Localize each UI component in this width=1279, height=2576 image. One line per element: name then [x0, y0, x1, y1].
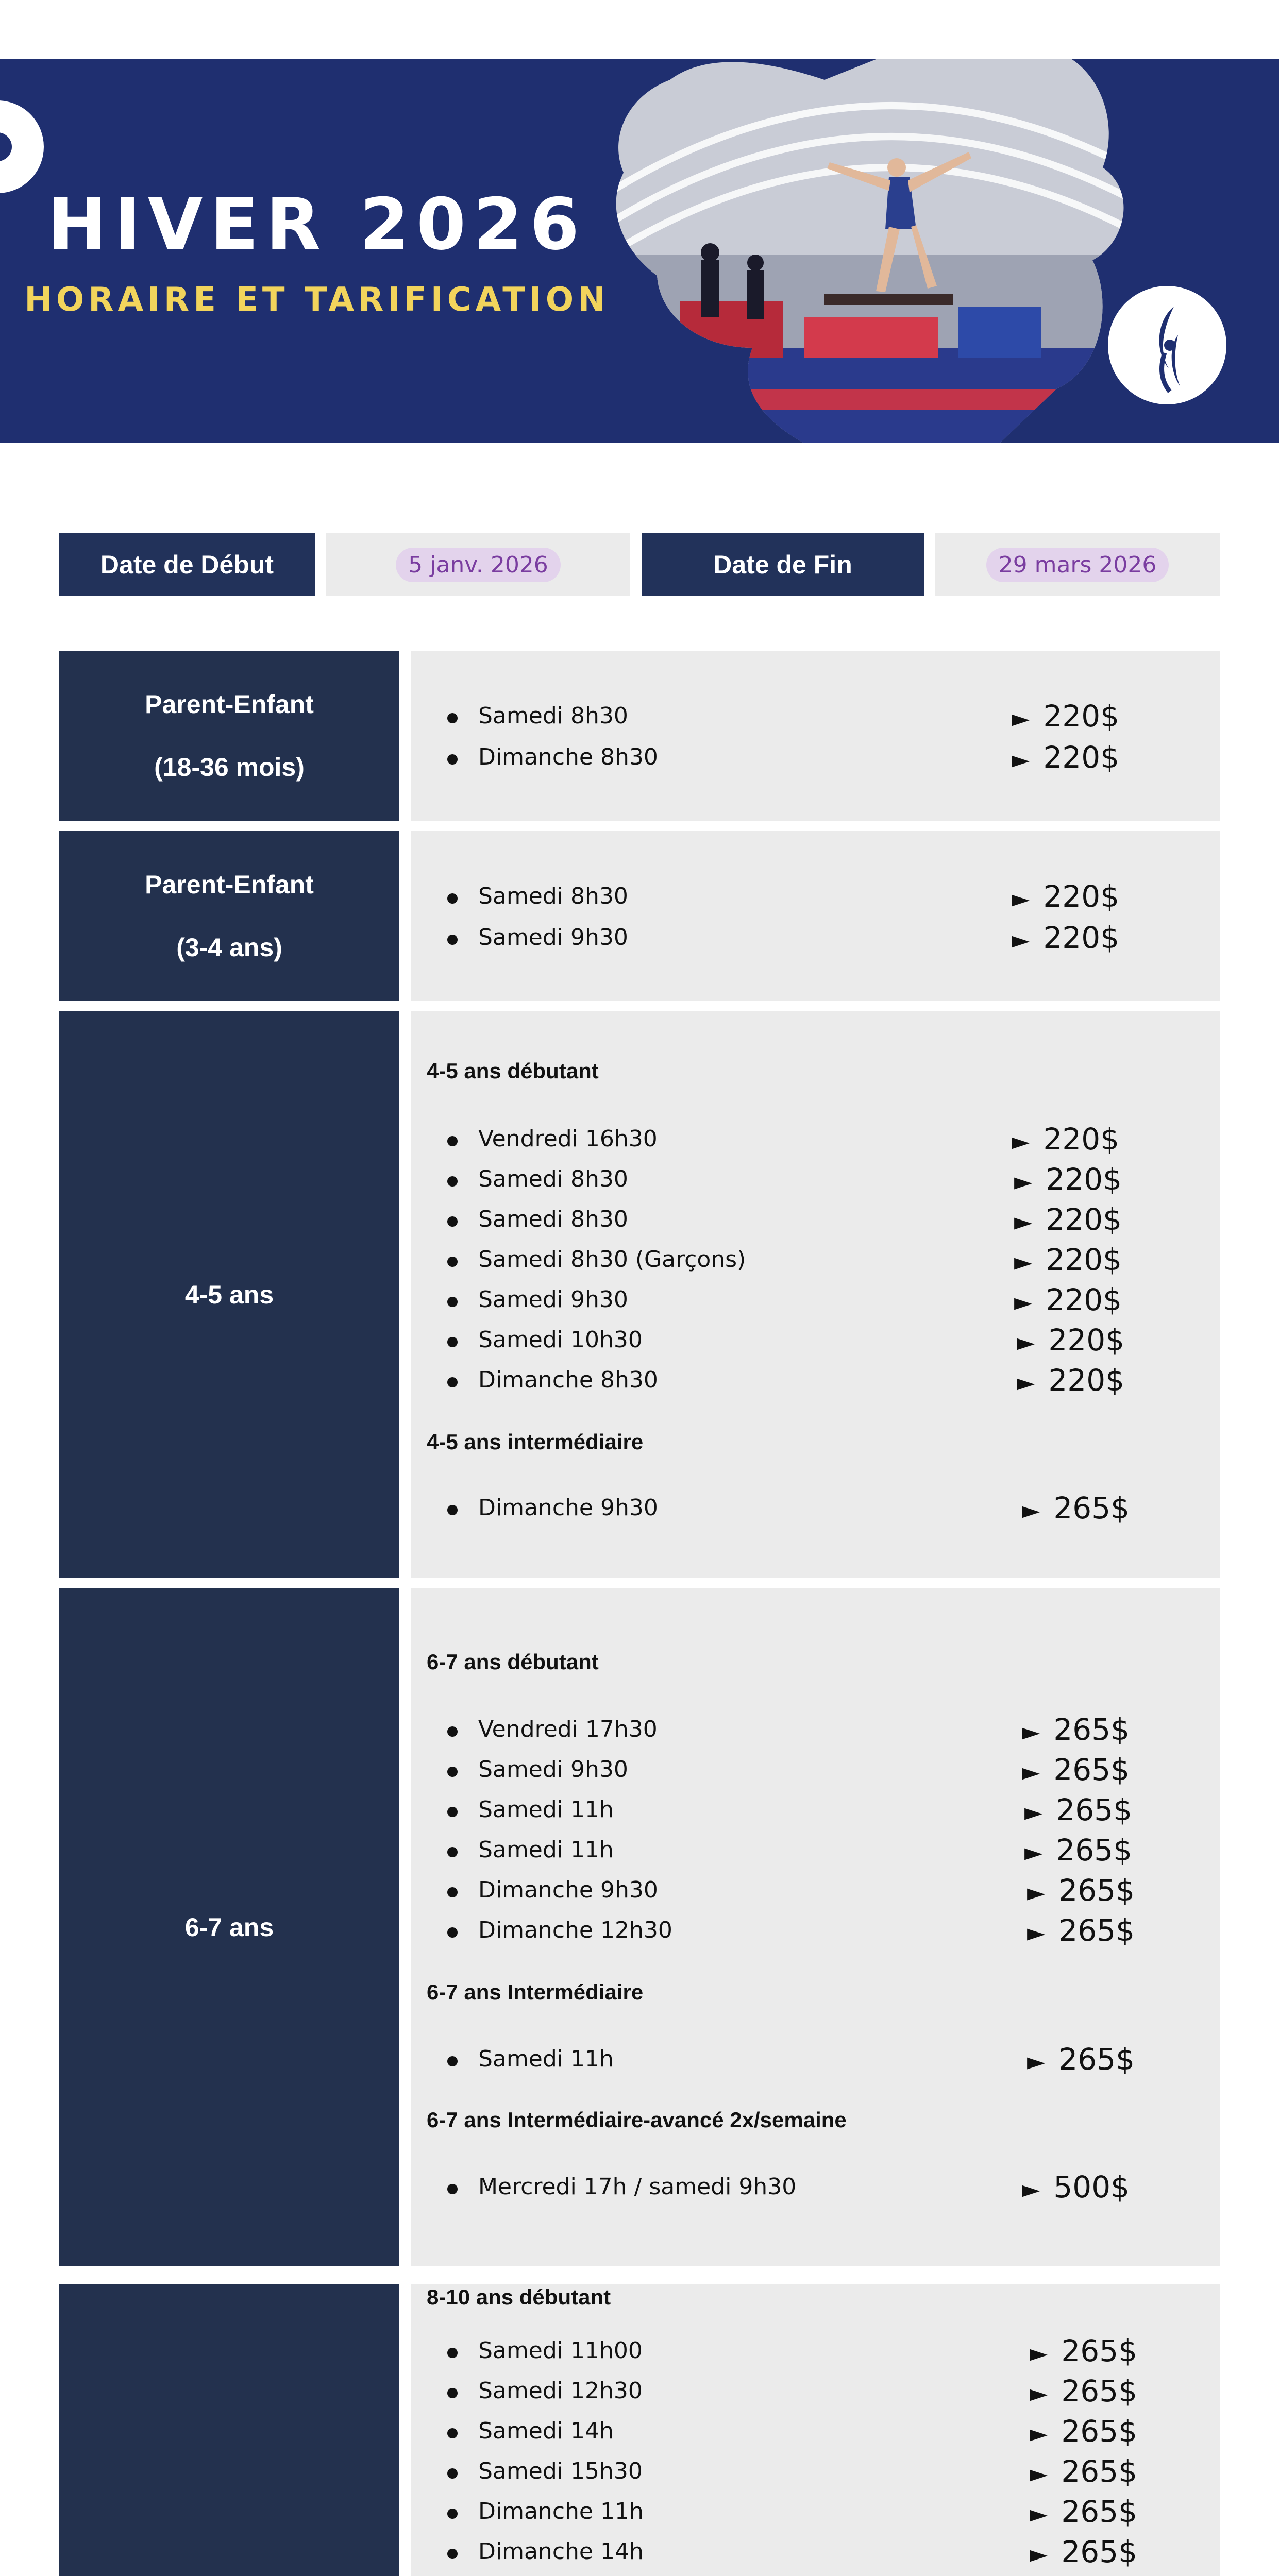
class-time: Dimanche 12h30 — [478, 1917, 672, 1943]
list-item — [411, 1323, 1220, 1358]
group-schedule-panel — [411, 2284, 1220, 2576]
class-price: ► 220$ — [1012, 879, 1119, 914]
gymnast-icon — [1108, 286, 1226, 404]
class-time: Samedi 8h30 — [478, 883, 628, 909]
list-item — [411, 881, 1220, 912]
group-parent-enfant-3-4 — [59, 831, 1220, 1001]
class-time: Samedi 11h — [478, 2046, 614, 2072]
list-item — [411, 1244, 1220, 1275]
class-time: Dimanche 11h — [478, 2498, 644, 2524]
list-item — [411, 1164, 1220, 1195]
list-item — [411, 1875, 1220, 1906]
class-price: ► 265$ — [1027, 2042, 1135, 2077]
class-price: ► 220$ — [1012, 699, 1119, 734]
list-item — [411, 2536, 1220, 2567]
list-item — [411, 701, 1220, 732]
group-schedule-panel — [411, 651, 1220, 821]
class-time: Dimanche 9h30 — [478, 1877, 658, 1903]
header-banner — [0, 59, 1279, 443]
list-item — [411, 2496, 1220, 2527]
list-item — [411, 1284, 1220, 1315]
list-item — [411, 2456, 1220, 2487]
group-category-label — [59, 1588, 399, 2266]
page-title: HIVER 2026 — [47, 183, 587, 266]
class-price: ► 265$ — [1027, 1913, 1135, 1948]
list-item — [411, 922, 1220, 953]
start-date-label: Date de Début — [59, 533, 315, 596]
class-price: ► 265$ — [1022, 1490, 1130, 1526]
gymnast-photo — [608, 59, 1175, 443]
class-price: ► 220$ — [1012, 740, 1119, 775]
class-price: ► 265$ — [1030, 2494, 1137, 2529]
class-price: ► 265$ — [1030, 2374, 1137, 2409]
class-time: Dimanche 8h30 — [478, 1367, 658, 1393]
class-price: ► 220$ — [1017, 1363, 1124, 1398]
class-time: Samedi 8h30 (Garçons) — [478, 1246, 746, 1273]
page-subtitle: HORAIRE ET TARIFICATION — [24, 281, 610, 319]
group-8-10-ans — [59, 2284, 1220, 2576]
level-heading: 8-10 ans débutant — [427, 2285, 611, 2309]
list-item — [411, 1204, 1220, 1235]
gymnast-logo-badge — [1108, 286, 1226, 404]
group-4-5-ans — [59, 1011, 1220, 1578]
class-time: Samedi 11h — [478, 1797, 614, 1823]
group-category-label — [59, 1011, 399, 1578]
group-category-label — [59, 831, 399, 1001]
group-6-7-ans — [59, 1588, 1220, 2266]
session-dates — [59, 533, 1220, 596]
class-time: Samedi 15h30 — [478, 2458, 643, 2484]
class-time: Dimanche 8h30 — [478, 744, 658, 770]
class-price: ► 220$ — [1014, 1242, 1122, 1277]
end-date-label: Date de Fin — [642, 533, 924, 596]
class-price: ► 220$ — [1014, 1162, 1122, 1197]
end-date-value: 29 mars 2026 — [986, 548, 1169, 582]
category-line-2: (3-4 ans) — [176, 933, 282, 962]
level-heading: 6-7 ans débutant — [427, 1650, 599, 1674]
list-item — [411, 1915, 1220, 1946]
group-schedule-panel — [411, 1588, 1220, 2266]
class-price: ► 500$ — [1022, 2170, 1130, 2205]
class-price: ► 265$ — [1024, 1792, 1132, 1827]
list-item — [411, 742, 1220, 773]
class-time: Samedi 8h30 — [478, 1166, 628, 1192]
level-heading: 6-7 ans Intermédiaire-avancé 2x/semaine — [427, 2108, 847, 2132]
class-price: ► 265$ — [1030, 2333, 1137, 2368]
class-time: Samedi 9h30 — [478, 1286, 628, 1313]
start-date-value: 5 janv. 2026 — [396, 548, 561, 582]
class-price: ► 220$ — [1017, 1323, 1124, 1358]
list-item — [411, 1835, 1220, 1866]
class-price: ► 265$ — [1022, 1712, 1130, 1747]
group-category-label — [59, 2284, 399, 2576]
list-item — [411, 1754, 1220, 1785]
class-price: ► 220$ — [1014, 1282, 1122, 1317]
list-item — [411, 1714, 1220, 1745]
list-item — [411, 2416, 1220, 2447]
class-time: Samedi 10h30 — [478, 1327, 643, 1353]
class-price: ► 265$ — [1022, 1752, 1130, 1787]
class-time: Dimanche 14h — [478, 2538, 644, 2565]
class-time: Samedi 14h — [478, 2418, 614, 2444]
class-time: Vendredi 16h30 — [478, 1126, 658, 1152]
club-logo-partial — [0, 100, 44, 193]
group-parent-enfant-18-36 — [59, 651, 1220, 821]
list-item — [411, 2170, 1220, 2205]
level-heading: 6-7 ans Intermédiaire — [427, 1980, 644, 2004]
category-line-1: Parent-Enfant — [145, 690, 314, 719]
class-price: ► 265$ — [1030, 2534, 1137, 2569]
class-price: ► 265$ — [1027, 1873, 1135, 1908]
class-time: Samedi 12h30 — [478, 2378, 643, 2404]
end-date-box — [935, 533, 1220, 596]
group-schedule-panel — [411, 831, 1220, 1001]
group-category-label — [59, 651, 399, 821]
level-heading: 4-5 ans intermédiaire — [427, 1430, 644, 1454]
class-price: ► 220$ — [1014, 1202, 1122, 1237]
list-item — [411, 2335, 1220, 2366]
class-time: Samedi 9h30 — [478, 924, 628, 951]
class-time: Samedi 8h30 — [478, 703, 628, 729]
list-item — [411, 2374, 1220, 2409]
class-time: Samedi 11h00 — [478, 2337, 643, 2364]
class-time: Mercredi 17h / samedi 9h30 — [478, 2174, 797, 2200]
class-time: Samedi 8h30 — [478, 1206, 628, 1232]
class-price: ► 265$ — [1030, 2454, 1137, 2489]
start-date-box — [326, 533, 630, 596]
class-price: ► 265$ — [1024, 1833, 1132, 1868]
list-item — [411, 1794, 1220, 1825]
class-time: Samedi 9h30 — [478, 1756, 628, 1783]
class-time: Vendredi 17h30 — [478, 1716, 658, 1742]
class-price: ► 220$ — [1012, 1122, 1119, 1157]
list-item — [411, 1490, 1220, 1526]
group-schedule-panel — [411, 1011, 1220, 1578]
class-price: ► 265$ — [1030, 2414, 1137, 2449]
class-time: Dimanche 9h30 — [478, 1495, 658, 1521]
category-line-2: (18-36 mois) — [154, 753, 305, 782]
category-line-1: 6-7 ans — [184, 1912, 274, 1942]
list-item — [411, 2044, 1220, 2075]
list-item — [411, 1124, 1220, 1155]
category-line-1: Parent-Enfant — [145, 870, 314, 899]
level-heading: 4-5 ans débutant — [427, 1059, 599, 1083]
list-item — [411, 1365, 1220, 1396]
class-price: ► 220$ — [1012, 920, 1119, 955]
category-line-1: 4-5 ans — [184, 1280, 274, 1309]
class-time: Samedi 11h — [478, 1837, 614, 1863]
